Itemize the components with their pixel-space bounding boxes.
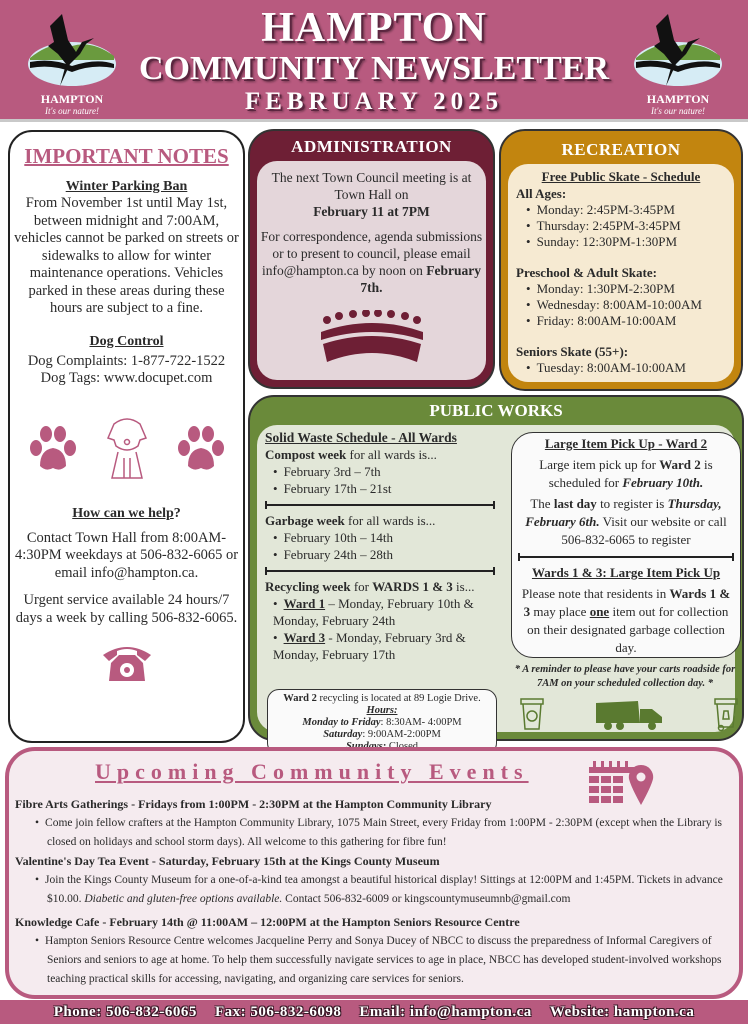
dog-tags: Dog Tags: www.docupet.com: [40, 370, 213, 386]
important-notes-panel: [8, 130, 245, 743]
skate-group-list: [516, 202, 726, 250]
garbage-dates: [265, 529, 495, 563]
section-divider: [265, 504, 495, 506]
newsletter-title-hampton: HAMPTON: [261, 5, 487, 51]
skate-schedule-heading: Free Public Skate - Schedule: [541, 169, 701, 184]
recreation-panel: [499, 129, 743, 391]
logo-name: HAMPTON: [40, 92, 104, 106]
important-notes-title: IMPORTANT NOTES: [24, 144, 229, 168]
event-heading-valentines-tea: Valentine's Day Tea Event - Saturday, February 15th at the Kings County Museum: [15, 854, 440, 868]
recycling-dates: [265, 595, 495, 663]
newsletter-title-community: COMMUNITY NEWSLETTER: [138, 50, 610, 87]
hampton-logo-right: [628, 6, 728, 118]
garbage-truck-icon: [594, 699, 664, 731]
compost-dates: [265, 463, 495, 497]
dog-control-heading: Dog Control: [89, 333, 164, 349]
dog-icons-row: [10, 414, 243, 484]
help-contact-text: Contact Town Hall from 8:00AM-4:30PM weekdays at 506-832-6065 or email info@hampton.ca.: [14, 529, 239, 581]
large-item-ward2-text: Large item pick up for Ward 2 is scheduled for February 10th.: [539, 457, 713, 490]
administration-title: ADMINISTRATION: [291, 137, 452, 156]
footer-website: Website: hampton.ca: [549, 1003, 695, 1020]
recycling-ward1: • Ward 1 – Monday, February 10th & Monday, February 24th: [273, 595, 495, 629]
event-heading-fibre-arts: Fibre Arts Gatherings - Fridays from 1:00PM - 2:30PM at the Hampton Community Library: [15, 797, 492, 811]
compost-bin-icon: [519, 697, 545, 731]
garbage-bin-icon: [713, 697, 739, 731]
council-chamber-icon: [317, 310, 427, 366]
event-heading-knowledge-cafe: Knowledge Cafe - February 14th @ 11:00AM – 12:00PM at the Hampton Seniors Resource Centre: [15, 915, 520, 929]
events-title: Upcoming Community Events: [95, 759, 529, 784]
garbage-date: • February 10th – 14th: [273, 529, 495, 546]
logo-tagline: It's our nature!: [650, 106, 706, 116]
public-works-body: [257, 425, 736, 740]
logo-name: HAMPTON: [646, 92, 710, 106]
large-item-wards13-text: Please note that residents in Wards 1 & 3 may place one item out for collection on their designated garbage collection day.: [521, 586, 731, 655]
section-divider: [265, 570, 495, 572]
skate-time: • Wednesday: 8:00AM-10:00AM: [526, 297, 726, 313]
skate-group-list: [516, 281, 726, 329]
large-item-pickup-box: [511, 432, 741, 658]
section-divider: [518, 556, 734, 558]
compost-date: • February 17th – 21st: [273, 480, 495, 497]
community-events-panel: [5, 747, 743, 999]
skate-time: • Friday: 8:00AM-10:00AM: [526, 313, 726, 329]
footer-phone: Phone: 506-832-6065: [53, 1003, 197, 1020]
help-urgent-text: Urgent service available 24 hours/7 days a week by calling 506-832-6065.: [15, 592, 238, 626]
contact-footer: [0, 1000, 748, 1024]
newsletter-date: FEBRUARY 2025: [244, 88, 504, 115]
large-item-register-text: The last day to register is Thursday, February 6th. Visit our website or call 506-832-6065 to register: [525, 496, 727, 547]
ward2-recycling-box: Ward 2 recycling is located at 89 Logie Drive. Hours: Monday to Friday: 8:30AM- 4:00PM Saturday: 9:00AM-2:00PM: [267, 689, 497, 755]
skate-group-list: [516, 360, 726, 376]
event-description: • Come join fellow crafters at the Hampton Community Library, 1075 Main Street, every Friday from 1:00PM - 2:30PM (except when the Library is closed on holidays and school storm days). All welcome to this gathering for fibre fun!: [27, 814, 733, 852]
footer-fax: Fax: 506-832-6098: [214, 1003, 342, 1020]
telephone-icon: [10, 641, 243, 687]
correspondence-text: For correspondence, agenda submissions or to present to council, please email info@hampton.ca by noon on: [260, 229, 483, 278]
recreation-title: RECREATION: [561, 140, 681, 159]
large-item-wards13-heading: Wards 1 & 3: Large Item Pick Up: [531, 565, 721, 580]
dog-complaints: Dog Complaints: 1-877-722-1522: [27, 352, 226, 369]
large-item-ward2-heading: Large Item Pick Up - Ward 2: [544, 436, 708, 451]
public-works-title: PUBLIC WORKS: [429, 401, 563, 420]
compost-date: • February 3rd – 7th: [273, 463, 495, 480]
meeting-text: The next Town Council meeting is at Town Hall on: [271, 170, 472, 202]
skate-time: • Sunday: 12:30PM-1:30PM: [526, 234, 726, 250]
recreation-body: [508, 164, 734, 382]
skate-time: • Monday: 2:45PM-3:45PM: [526, 202, 726, 218]
administration-body: [257, 161, 486, 380]
carts-reminder: * A reminder to please have your carts roadside for 7AM on your scheduled collection day. *: [514, 664, 736, 689]
newsletter-header: [0, 0, 748, 122]
logo-tagline: It's our nature!: [44, 106, 100, 116]
sitting-dog-icon: [100, 414, 154, 484]
paw-print-icon: [26, 422, 80, 476]
events-list: [15, 795, 733, 989]
correspondence-date: February 7th.: [360, 263, 482, 295]
help-heading: How can we help?: [72, 505, 181, 521]
heron-logo-icon: [628, 6, 728, 92]
skate-time: • Monday: 1:30PM-2:30PM: [526, 281, 726, 297]
administration-panel: [248, 129, 495, 389]
skate-time: • Thursday: 2:45PM-3:45PM: [526, 218, 726, 234]
waste-icons-row: [519, 697, 739, 731]
public-works-panel: [248, 395, 744, 741]
parking-ban-heading: Winter Parking Ban: [65, 179, 188, 194]
garbage-date: • February 24th – 28th: [273, 546, 495, 563]
paw-print-icon: [174, 422, 228, 476]
recycling-ward3: • Ward 3 - Monday, February 3rd & Monday, February 17th: [273, 629, 495, 663]
solid-waste-schedule: Solid Waste Schedule - All Wards Compost week for all wards is... • February 3rd – 7th • February 17th – 21st Garbage week for all wards is... • February 10th – 14th • February 24th – 28th Recycling week for WARDS 1 & 3 is... • Ward 1 – Monday, February 10th & Monday, February 24th • Ward 3 - Monday, February 3rd & Monday, February 17th: [265, 429, 495, 663]
parking-ban-text: From November 1st until May 1st, between midnight and 7:00AM, vehicles cannot be parked on streets or sidewalks to allow for winter maintenance operations. Vehicles parked in these areas during these hours are subject to a fine.: [14, 195, 239, 316]
event-description: • Hampton Seniors Resource Centre welcomes Jacqueline Perry and Sonya Ducey of NBCC to discuss the preparedness of Informal Caregivers of Seniors and seniors to age at home. To help them successfully navigate services to age in place, NBCC has developed student-involved workshops teaching practical skills for accessing, navigating, and organizing care services for seniors.: [27, 932, 733, 989]
event-description: • Join the Kings County Museum for a one-of-a-kind tea amongst a beautiful historical display! Sittings at 12:00PM and 1:45PM. Tickets in advance $10.00. Diabetic and gluten-free options available. Contact 506-832-6009 or kingscountymuseumnb@gmail.com: [27, 871, 733, 909]
skate-time: • Tuesday: 8:00AM-10:00AM: [526, 360, 726, 376]
solid-waste-heading: Solid Waste Schedule - All Wards: [265, 430, 457, 445]
skate-group-label: Seniors Skate (55+):: [516, 344, 629, 359]
skate-group-label: Preschool & Adult Skate:: [516, 265, 657, 280]
footer-email: Email: info@hampton.ca: [359, 1003, 532, 1020]
skate-group-label: All Ages:: [516, 186, 567, 201]
meeting-date: February 11 at 7PM: [313, 204, 430, 219]
